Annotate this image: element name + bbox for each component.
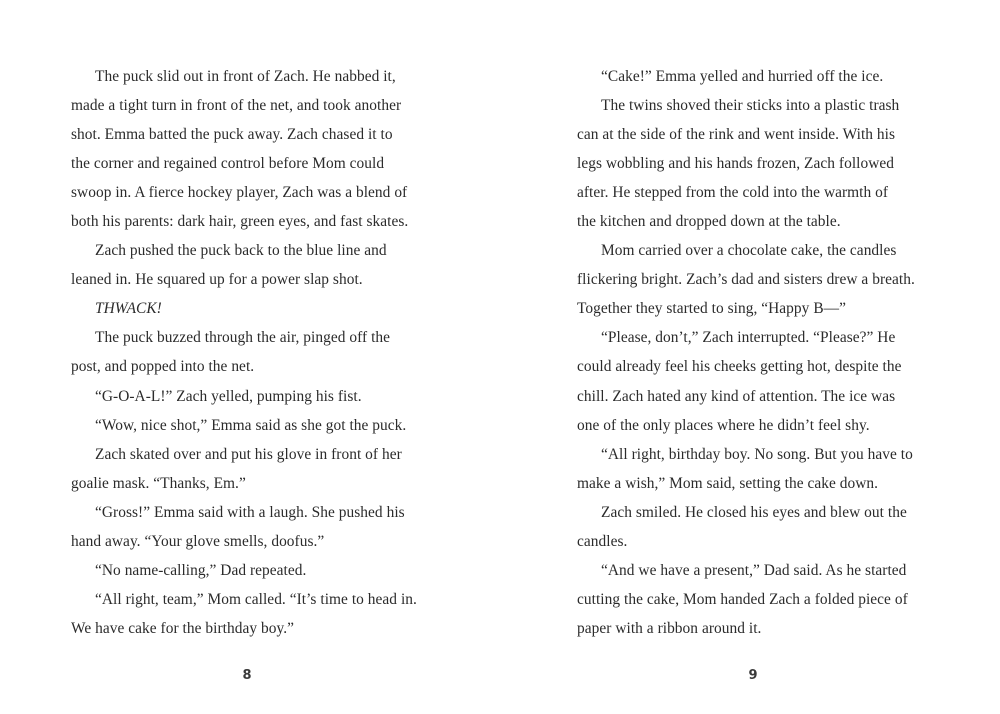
text-line: The puck slid out in front of Zach. He nabbed it, bbox=[95, 68, 396, 85]
text-line: Mom carried over a chocolate cake, the candles bbox=[601, 242, 897, 260]
text-line: “Cake!” Emma yelled and hurried off the ice. bbox=[601, 68, 884, 85]
text-line: leaned in. He squared up for a power slap shot. bbox=[71, 271, 363, 289]
text-line: Together they started to sing, “Happy B—” bbox=[577, 300, 846, 318]
text-line: “All right, team,” Mom called. “It’s time to head in. bbox=[95, 590, 417, 608]
text-line: candles. bbox=[577, 532, 628, 550]
text-line: “Please, don’t,” Zach interrupted. “Please?” He bbox=[601, 329, 896, 347]
text-line: hand away. “Your glove smells, doofus.” bbox=[71, 532, 325, 550]
text-line: paper with a ribbon around it. bbox=[577, 619, 762, 637]
text-line: The twins shoved their sticks into a plastic trash bbox=[601, 97, 900, 115]
text-line: one of the only places where he didn’t feel shy. bbox=[577, 416, 870, 434]
left-page-body bbox=[71, 62, 421, 643]
text-line: can at the side of the rink and went inside. With his bbox=[577, 126, 896, 144]
right-page-number: 9 bbox=[748, 668, 758, 683]
text-line: Zach smiled. He closed his eyes and blew out the bbox=[601, 503, 907, 521]
text-line: the corner and regained control before Mom could bbox=[71, 155, 385, 173]
text-line: goalie mask. “Thanks, Em.” bbox=[71, 474, 246, 492]
text-line: both his parents: dark hair, green eyes, and fast skates. bbox=[71, 213, 409, 231]
text-line: flickering bright. Zach’s dad and sisters drew a breath. bbox=[577, 271, 915, 289]
text-line: the kitchen and dropped down at the table. bbox=[577, 213, 841, 231]
text-line: “No name-calling,” Dad repeated. bbox=[95, 561, 307, 579]
text-line: Zach pushed the puck back to the blue line and bbox=[95, 242, 387, 260]
text-line: “Gross!” Emma said with a laugh. She pushed his bbox=[95, 503, 405, 521]
text-line: “G-O-A-L!” Zach yelled, pumping his fist. bbox=[95, 387, 362, 405]
text-line: post, and popped into the net. bbox=[71, 358, 255, 376]
text-line: shot. Emma batted the puck away. Zach chased it to bbox=[71, 126, 393, 144]
right-page-body bbox=[577, 62, 927, 643]
text-line: THWACK! bbox=[95, 300, 162, 318]
text-line: legs wobbling and his hands frozen, Zach followed bbox=[577, 155, 895, 173]
text-line: The puck buzzed through the air, pinged off the bbox=[95, 329, 391, 347]
text-line: chill. Zach hated any kind of attention. The ice was bbox=[577, 387, 896, 405]
text-line: “And we have a present,” Dad said. As he started bbox=[601, 561, 907, 579]
text-line: “Wow, nice shot,” Emma said as she got the puck. bbox=[95, 416, 407, 434]
text-line: “All right, birthday boy. No song. But you have to bbox=[601, 445, 913, 463]
left-page-number: 8 bbox=[242, 668, 252, 683]
text-line: swoop in. A fierce hockey player, Zach was a blend of bbox=[71, 184, 408, 202]
text-line: make a wish,” Mom said, setting the cake down. bbox=[577, 474, 879, 492]
text-line: made a tight turn in front of the net, and took another bbox=[71, 97, 402, 115]
text-line: after. He stepped from the cold into the warmth of bbox=[577, 184, 889, 202]
text-line: We have cake for the birthday boy.” bbox=[71, 619, 295, 637]
text-line: could already feel his cheeks getting hot, despite the bbox=[577, 358, 902, 376]
text-line: cutting the cake, Mom handed Zach a folded piece of bbox=[577, 590, 908, 608]
text-line: Zach skated over and put his glove in front of her bbox=[95, 445, 402, 463]
